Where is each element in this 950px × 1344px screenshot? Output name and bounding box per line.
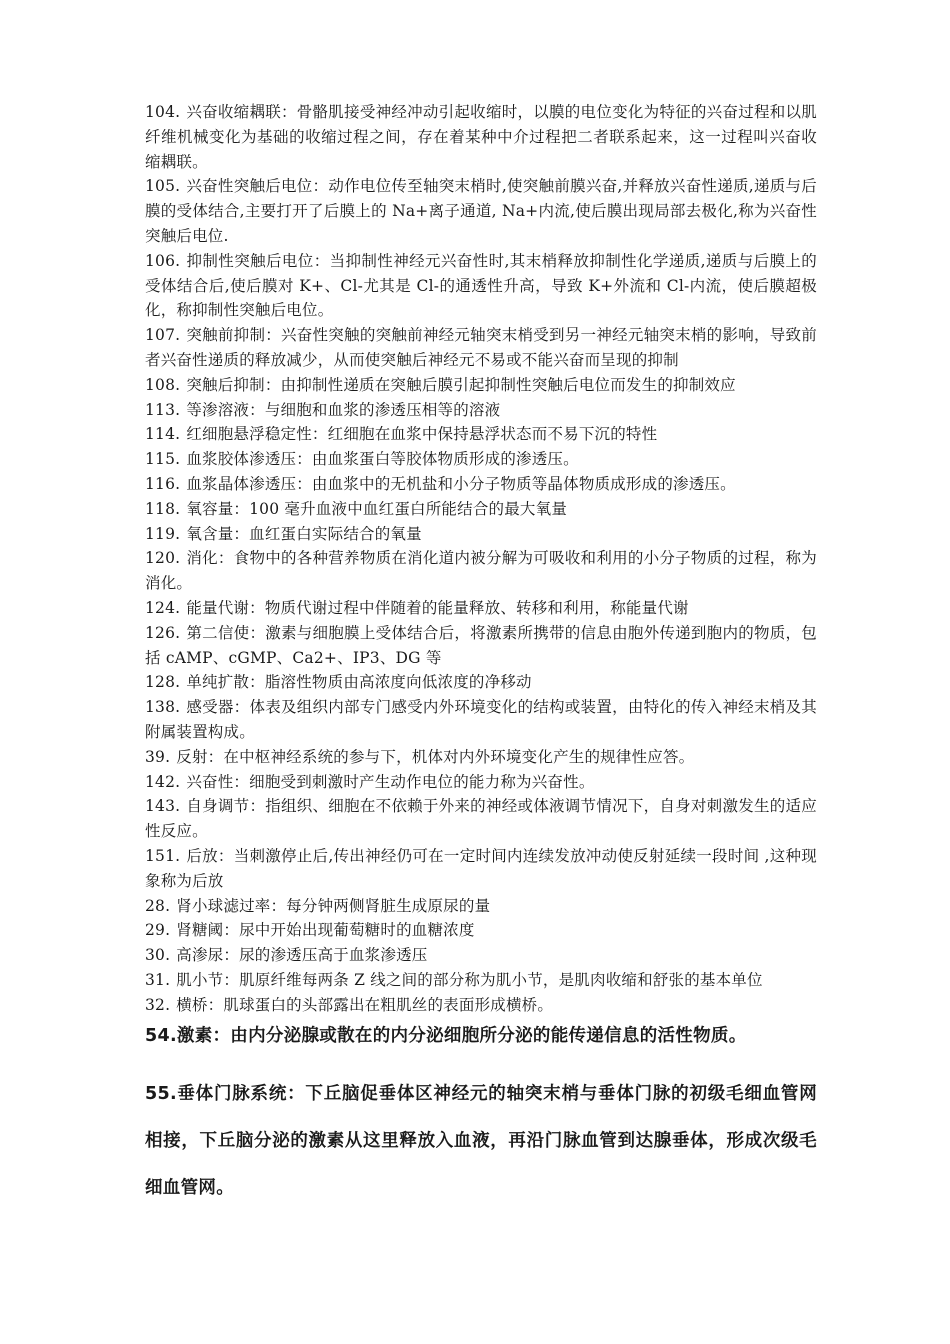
entry-number: 31. — [145, 970, 171, 989]
entry-text: 消化：食物中的各种营养物质在消化道内被分解为可吸收和利用的小分子物质的过程，称为消化。 — [145, 549, 817, 593]
entry-text: 横桥：肌球蛋白的头部露出在粗肌丝的表面形成横桥。 — [176, 995, 554, 1014]
entry-number: 119. — [145, 524, 181, 543]
glossary-entry — [145, 596, 817, 621]
glossary-entry — [145, 249, 817, 323]
entry-text: 肾小球滤过率：每分钟两侧肾脏生成原尿的量 — [176, 896, 491, 915]
entry-text: 自身调节：指组织、细胞在不依赖于外来的神经或体液调节情况下，自身对刺激发生的适应性反应。 — [145, 797, 817, 841]
entry-number: 115. — [145, 450, 181, 469]
entry-number: 30. — [145, 946, 171, 965]
entry-number: 105. — [145, 177, 181, 196]
glossary-entry — [145, 621, 817, 671]
entry-number: 143. — [145, 797, 181, 816]
glossary-entry — [145, 670, 817, 695]
glossary-entry — [145, 546, 817, 596]
glossary-entry — [145, 695, 817, 745]
entry-number: 104. — [145, 103, 181, 121]
entry-text: 激素：由内分泌腺或散在的内分泌细胞所分泌的能传递信息的活性物质。 — [176, 1026, 747, 1047]
entry-text: 血浆胶体渗透压：由血浆蛋白等胶体物质形成的渗透压。 — [186, 450, 579, 469]
glossary-entry — [145, 398, 817, 423]
entry-number: 118. — [145, 499, 181, 518]
glossary-entry — [145, 844, 817, 894]
entry-text: 反射：在中枢神经系统的参与下，机体对内外环境变化产生的规律性应答。 — [176, 747, 695, 766]
glossary-list — [145, 100, 817, 1017]
entry-text: 兴奋性突触后电位：动作电位传至轴突末梢时,使突触前膜兴奋,并释放兴奋性递质,递质与后膜的受体结合,主要打开了后膜上的 Na+离子通道, Na+内流,使后膜出现局部去极化,称为兴奋性突触后电位. — [145, 177, 817, 245]
glossary-entry — [145, 522, 817, 547]
entry-text: 血浆晶体渗透压：由血浆中的无机盐和小分子物质等晶体物质成形成的渗透压。 — [186, 474, 736, 493]
entry-number: 54. — [145, 1026, 177, 1047]
entry-number: 113. — [145, 400, 181, 419]
entry-number: 55. — [145, 1084, 177, 1105]
glossary-entry — [145, 472, 817, 497]
entry-number: 107. — [145, 326, 181, 345]
entry-text: 突触后抑制：由抑制性递质在突触后膜引起抑制性突触后电位而发生的抑制效应 — [186, 375, 736, 394]
entry-number: 32. — [145, 995, 171, 1014]
entry-text: 红细胞悬浮稳定性：红细胞在血浆中保持悬浮状态而不易下沉的特性 — [186, 425, 658, 444]
entry-text: 肾糖阈：尿中开始出现葡萄糖时的血糖浓度 — [176, 921, 475, 940]
glossary-entry — [145, 770, 817, 795]
entry-text: 突触前抑制：兴奋性突触的突触前神经元轴突末梢受到另一神经元轴突末梢的影响，导致前者兴奋性递质的释放减少，从而使突触后神经元不易或不能兴奋而呈现的抑制 — [145, 326, 817, 369]
glossary-entry — [145, 373, 817, 398]
entry-text: 等渗溶液：与细胞和血浆的渗透压相等的溶液 — [186, 400, 501, 419]
entry-number: 126. — [145, 623, 181, 642]
entry-number: 151. — [145, 846, 181, 865]
entry-number: 114. — [145, 425, 181, 444]
entry-text: 垂体门脉系统：下丘脑促垂体区神经元的轴突末梢与垂体门脉的初级毛细血管网相接，下丘脑分泌的激素从这里释放入血液，再沿门脉血管到达腺垂体，形成次级毛细血管网。 — [145, 1084, 817, 1199]
entry-number: 142. — [145, 772, 181, 791]
entry-text: 氧含量：血红蛋白实际结合的氧量 — [186, 524, 422, 543]
entry-text: 高渗尿：尿的渗透压高于血浆渗透压 — [176, 946, 428, 965]
entry-text: 后放：当刺激停止后,传出神经仍可在一定时间内连续发放冲动使反射延续一段时间 ,这种现象称为后放 — [145, 846, 817, 890]
entry-text: 肌小节：肌原纤维每两条 Z 线之间的部分称为肌小节，是肌肉收缩和舒张的基本单位 — [176, 970, 763, 989]
entry-number: 128. — [145, 673, 181, 692]
glossary-entry — [145, 943, 817, 968]
bold-glossary-section — [145, 1023, 817, 1212]
entry-text: 兴奋收缩耦联：骨骼肌接受神经冲动引起收缩时，以膜的电位变化为特征的兴奋过程和以肌纤维机械变化为基础的收缩过程之间，存在着某种中介过程把二者联系起来，这一过程叫兴奋收缩耦联。 — [145, 103, 817, 171]
glossary-entry — [145, 100, 817, 174]
entry-number: 39. — [145, 747, 171, 766]
entry-text: 氧容量：100 毫升血液中血红蛋白所能结合的最大氧量 — [186, 499, 568, 518]
bold-glossary-entry — [145, 1023, 817, 1049]
entry-number: 120. — [145, 549, 181, 568]
entry-number: 108. — [145, 375, 181, 394]
glossary-entry — [145, 447, 817, 472]
entry-text: 能量代谢：物质代谢过程中伴随着的能量释放、转移和利用，称能量代谢 — [186, 598, 689, 617]
entry-number: 124. — [145, 598, 181, 617]
glossary-entry — [145, 745, 817, 770]
glossary-entry — [145, 497, 817, 522]
entry-number: 138. — [145, 698, 181, 717]
glossary-entry — [145, 422, 817, 447]
glossary-entry — [145, 968, 817, 993]
document-page — [145, 100, 817, 1234]
entry-text: 第二信使：激素与细胞膜上受体结合后，将激素所携带的信息由胞外传递到胞内的物质，包括 cAMP、cGMP、Ca2+、IP3、DG 等 — [145, 623, 817, 667]
entry-text: 单纯扩散：脂溶性物质由高浓度向低浓度的净移动 — [186, 673, 532, 692]
entry-number: 28. — [145, 896, 171, 915]
glossary-entry — [145, 174, 817, 248]
entry-text: 兴奋性：细胞受到刺激时产生动作电位的能力称为兴奋性。 — [186, 772, 595, 791]
entry-text: 感受器：体表及组织内部专门感受内外环境变化的结构或装置，由特化的传入神经末梢及其附属装置构成。 — [145, 698, 817, 741]
glossary-entry — [145, 323, 817, 373]
glossary-entry — [145, 993, 817, 1018]
bold-glossary-entry — [145, 1071, 817, 1212]
glossary-entry — [145, 918, 817, 943]
glossary-entry — [145, 894, 817, 919]
entry-number: 116. — [145, 474, 181, 493]
glossary-entry — [145, 794, 817, 844]
entry-text: 抑制性突触后电位：当抑制性神经元兴奋性时,其末梢释放抑制性化学递质,递质与后膜上的受体结合后,使后膜对 K+、Cl-尤其是 Cl-的通透性升高，导致 K+外流和 Cl-内流，使后膜超极化，称抑制性突触后电位。 — [145, 251, 817, 320]
entry-number: 29. — [145, 921, 171, 940]
entry-number: 106. — [145, 251, 181, 270]
